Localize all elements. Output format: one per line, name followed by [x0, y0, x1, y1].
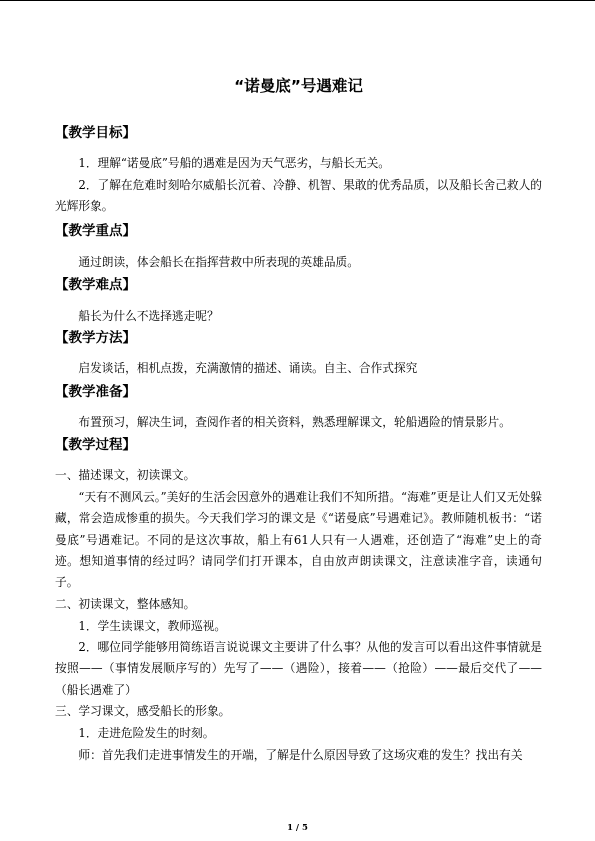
heading-key-points: 【教学重点】 [55, 223, 136, 239]
methods-text: 启发谈话，相机点拨，充满激情的描述、诵读。自主、合作式探究 [78, 361, 418, 375]
process-step-3-title: 三、学习课文，感受船长的形象。 [55, 704, 231, 718]
heading-methods: 【教学方法】 [55, 330, 136, 346]
process-step-3-item-1: 1．走进危险发生的时刻。 [78, 726, 215, 740]
heading-process: 【教学过程】 [55, 437, 136, 453]
process-step-2-item-2: 2．哪位同学能够用简练语言说说课文主要讲了什么事？从他的发言可以看出这件事情就是按照——（事情发展顺序写的）先写了——（遇险），接着——（抢险）——最后交代了——（船长遇难了） [55, 640, 542, 697]
goal-item-1: 1．理解“诺曼底”号船的遇难是因为天气恶劣，与船长无关。 [78, 156, 390, 170]
process-step-1-text: “天有不测风云。”美好的生活会因意外的遇难让我们不知所措。“海难”更是让人们又无处躲藏，常会造成惨重的损失。今天我们学习的课文是《“诺曼底”号遇难记》。教师随机板书：“诺曼底”号遇难记。不同的是这次事故，船上有61人只有一人遇难，还创造了“海难”史上的奇迹。想知道事情的经过吗？请同学们打开课本，自由放声朗读课文，注意读准字音，读通句子。 [55, 490, 542, 590]
difficulties-text: 船长为什么不选择逃走呢？ [78, 309, 219, 323]
process-step-3-item-2: 师：首先我们走进事情发生的开端，了解是什么原因导致了这场灾难的发生？找出有关 [78, 748, 523, 762]
process-step-2-item-1: 1．学生读课文，教师巡视。 [78, 619, 227, 633]
process-step-2-title: 二、初读课文，整体感知。 [55, 597, 196, 611]
preparation-text: 布置预习，解决生词，查阅作者的相关资料，熟悉理解课文，轮船遇险的情景影片。 [78, 415, 511, 429]
heading-teaching-goals: 【教学目标】 [55, 125, 136, 141]
page-number: 1 / 5 [287, 823, 308, 833]
key-points-text: 通过朗读，体会船长在指挥营救中所表现的英雄品质。 [78, 255, 359, 269]
process-step-1-title: 一、描述课文，初读课文。 [55, 468, 196, 482]
document-title: “诺曼底”号遇难记 [234, 77, 363, 95]
heading-difficulties: 【教学难点】 [55, 277, 136, 293]
heading-preparation: 【教学准备】 [55, 384, 136, 400]
header-rule [0, 0, 595, 1]
goal-item-2: 2．了解在危难时刻哈尔威船长沉着、冷静、机智、果敢的优秀品质，以及船长舍己救人的光辉形象。 [55, 178, 542, 214]
